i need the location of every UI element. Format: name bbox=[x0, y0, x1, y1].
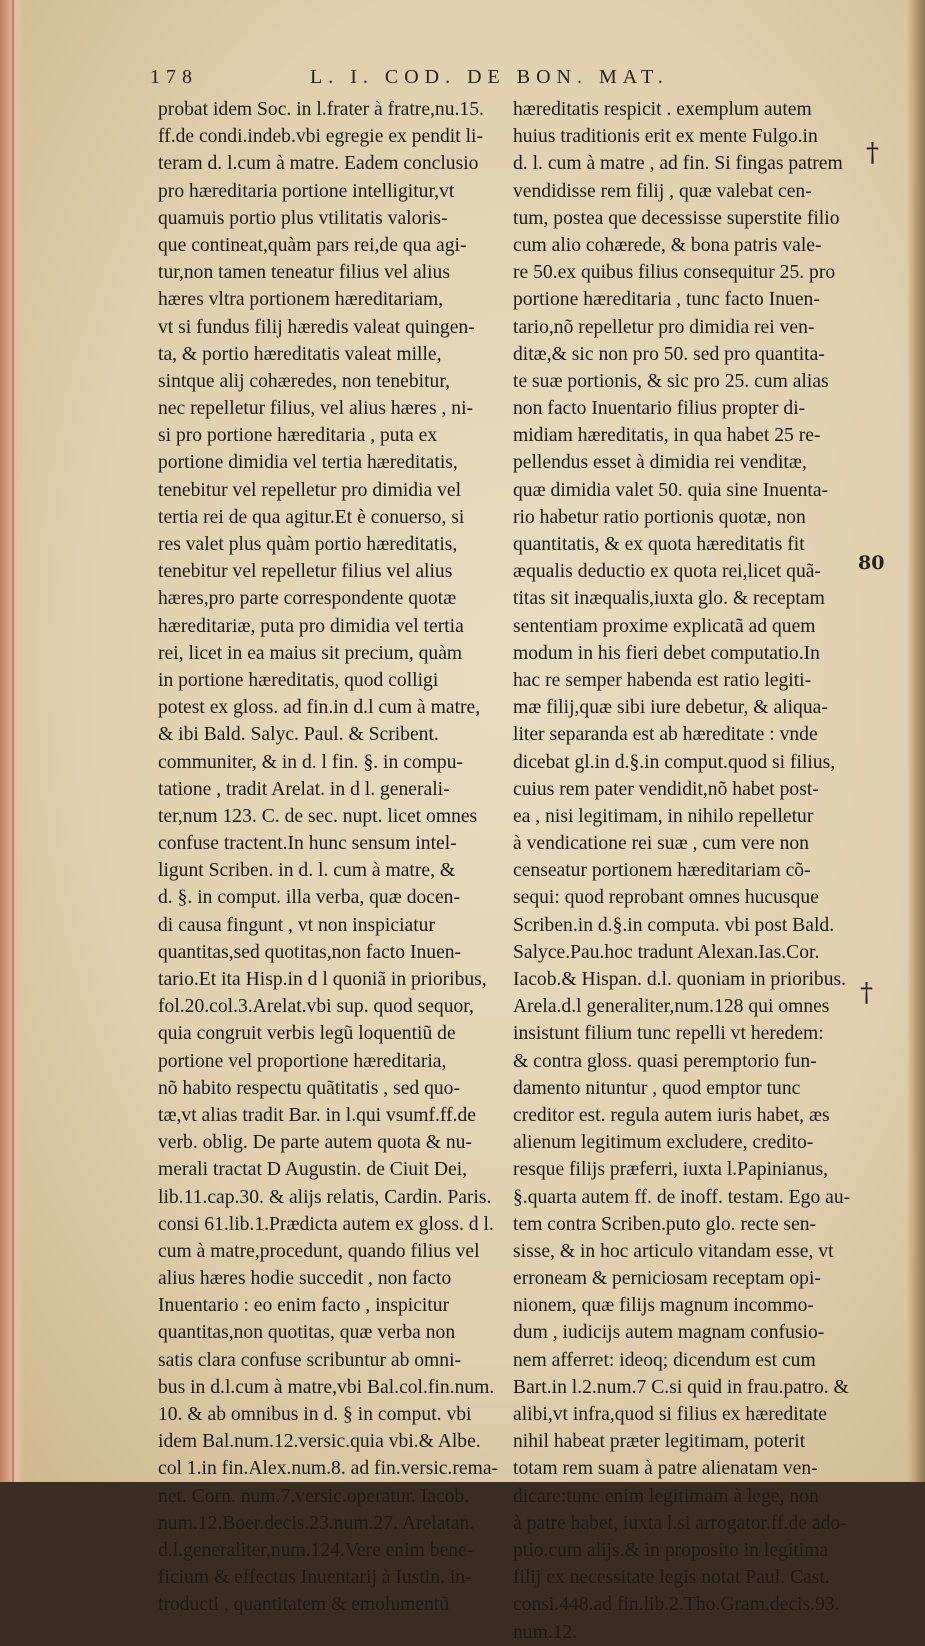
text-line: cum alio cohærede, & bona patris vale- bbox=[513, 234, 822, 256]
text-line: cum à matre,procedunt, quando filius vel bbox=[158, 1240, 480, 1262]
text-line: cuius rem pater vendidit,nõ habet post- bbox=[513, 778, 819, 800]
text-line: in portione hæreditatis, quod colligi bbox=[158, 669, 439, 691]
text-line: tem contra Scriben.puto glo. recte sen- bbox=[513, 1213, 817, 1235]
text-line: ficium & effectus Inuentarij à Iustin. in- bbox=[158, 1567, 472, 1589]
text-line: nihil habeat præter legitimam, poterit bbox=[513, 1431, 806, 1453]
text-line: sententiam proxime explicatã ad quem bbox=[513, 615, 816, 637]
text-line: non facto Inuentario filius propter di- bbox=[513, 398, 806, 420]
text-line: mæ filij,quæ sibi iure debetur, & aliqua- bbox=[513, 697, 828, 719]
text-line: resque filijs præferri, iuxta l.Papinianus, bbox=[513, 1159, 829, 1181]
text-line: à vendicatione rei suæ , cum vere non bbox=[513, 833, 809, 855]
text-line: si pro portione hæreditaria , puta ex bbox=[158, 425, 438, 447]
text-line: consi 61.lib.1.Prædicta autem ex gloss. d l. bbox=[158, 1213, 494, 1235]
text-line: Scriben.in d.§.in computa. vbi post Bald. bbox=[513, 914, 835, 936]
text-line: ter,num 123. C. de sec. nupt. licet omnes bbox=[158, 805, 478, 827]
text-line: Bart.in l.2.num.7 C.si quid in frau.patro. & bbox=[513, 1376, 849, 1398]
text-line: pellendus esset à dimidia rei venditæ, bbox=[513, 452, 807, 474]
margin-section-number: 80 bbox=[858, 552, 885, 574]
text-line: quantitas,sed quotitas,non facto Inuen- bbox=[158, 941, 462, 963]
text-line: tertia rei de qua agitur.Et è conuerso, si bbox=[158, 506, 465, 528]
text-line: sisse, & in hoc articulo vitandam esse, vt bbox=[513, 1240, 834, 1262]
left-text-column bbox=[158, 96, 498, 1619]
text-line: res valet plus quàm portio hæreditatis, bbox=[158, 534, 458, 555]
text-line: quæ dimidia valet 50. quia sine Inuenta- bbox=[513, 479, 829, 501]
text-line: 10. & ab omnibus in d. § in comput. vbi bbox=[158, 1404, 472, 1425]
text-line: tenebitur vel repelletur pro dimidia vel bbox=[158, 479, 462, 501]
text-line: nionem, quæ filijs magnum incommo- bbox=[513, 1295, 814, 1317]
text-line: ditæ,& sic non pro 50. sed pro quantita- bbox=[513, 343, 825, 365]
text-line: merali tractat D Augustin. de Ciuit Dei, bbox=[158, 1159, 468, 1181]
page-left-edge bbox=[0, 0, 24, 1482]
margin-cross-mark: † bbox=[860, 978, 873, 1008]
text-line: huius traditionis erit ex mente Fulgo.in bbox=[513, 126, 818, 148]
text-line: quantitas,non quotitas, quæ verba non bbox=[158, 1322, 456, 1344]
text-line: bus in d.l.cum à matre,vbi Bal.col.fin.num. bbox=[158, 1376, 495, 1398]
text-line: æqualis deductio ex quota rei,licet quã- bbox=[513, 561, 821, 583]
text-line: num.12. bbox=[513, 1621, 578, 1643]
text-line: fol.20.col.3.Arelat.vbi sup. quod sequor, bbox=[158, 996, 474, 1018]
text-line: portione vel proportione hæreditaria, bbox=[158, 1050, 447, 1072]
text-line: col 1.in fin.Alex.num.8. ad fin.versic.rema- bbox=[158, 1458, 499, 1480]
text-line: Iacob.& Hispan. d.l. quoniam in prioribus. bbox=[513, 969, 847, 990]
running-title: L. I. COD. DE BON. MAT. bbox=[310, 66, 669, 88]
running-head bbox=[150, 66, 850, 96]
text-line: consi.448.ad fin.lib.2.Tho.Gram.decis.93. bbox=[513, 1594, 840, 1616]
text-line: confuse tractent.In hunc sensum intel- bbox=[158, 833, 457, 855]
text-line: à patre habet, iuxta l.si arrogator.ff.de ado- bbox=[513, 1512, 847, 1534]
text-line: quia congruit verbis legũ loquentiũ de bbox=[158, 1023, 456, 1045]
text-line: ligunt Scriben. in d. l. cum à matre, & bbox=[158, 860, 456, 882]
text-line: satis clara confuse scribuntur ab omni- bbox=[158, 1349, 462, 1371]
text-line: tenebitur vel repelletur filius vel alius bbox=[158, 561, 453, 583]
text-line: tario.Et ita Hisp.in d l quoniã in prioribus, bbox=[158, 969, 487, 990]
text-line: ea , nisi legitimam, in nihilo repelletur bbox=[513, 805, 814, 827]
text-line: insistunt filium tunc repelli vt heredem: bbox=[513, 1023, 824, 1045]
text-line: totam rem suam à patre alienatam ven- bbox=[513, 1458, 818, 1480]
text-line: di causa fingunt , vt non inspiciatur bbox=[158, 914, 435, 936]
right-text-column bbox=[513, 96, 853, 1646]
text-line: tum, postea que decessisse superstite filio bbox=[513, 207, 840, 229]
text-line: que contineat,quàm pars rei,de qua agi- bbox=[158, 234, 467, 256]
text-line: lib.11.cap.30. & alijs relatis, Cardin. Paris. bbox=[158, 1186, 492, 1208]
text-line: sintque alij cohæredes, non tenebitur, bbox=[158, 370, 450, 392]
text-line: hæres vltra portionem hæreditariam, bbox=[158, 289, 444, 311]
text-line: d. §. in comput. illa verba, quæ docen- bbox=[158, 887, 461, 909]
page-number: 178 bbox=[150, 66, 198, 88]
text-line: midiam hæreditatis, in qua habet 25 re- bbox=[513, 425, 821, 447]
text-line: Inuentario : eo enim facto , inspicitur bbox=[158, 1295, 450, 1317]
page-right-edge bbox=[907, 0, 925, 1482]
text-line: d.l.generaliter,num.124.Vere enim bene- bbox=[158, 1539, 474, 1561]
text-line: teram d. l.cum à matre. Eadem conclusio bbox=[158, 153, 479, 175]
text-line: dum , iudicijs autem magnam confusio- bbox=[513, 1322, 825, 1344]
text-line: tæ,vt alias tradit Bar. in l.qui vsumf.ff.de bbox=[158, 1104, 476, 1126]
text-line: nõ habito respectu quãtitatis , sed quo- bbox=[158, 1077, 461, 1099]
text-line: te suæ portionis, & sic pro 25. cum alias bbox=[513, 370, 829, 392]
text-line: vt si fundus filij hæredis valeat quingen- bbox=[158, 316, 475, 338]
text-line: hac re semper habenda est ratio legiti- bbox=[513, 669, 812, 691]
text-line: liter separanda est ab hæreditate : vnde bbox=[513, 724, 818, 746]
text-line: creditor est. regula autem iuris habet, æs bbox=[513, 1104, 830, 1126]
text-line: dicare:tunc enim legitimam à lege, non bbox=[513, 1485, 819, 1507]
text-line: potest ex gloss. ad fin.in d.l cum à matre, bbox=[158, 697, 481, 719]
text-line: damento nituntur , quod emptor tunc bbox=[513, 1077, 801, 1099]
text-line: ff.de condi.indeb.vbi egregie ex pendit li- bbox=[158, 126, 484, 148]
text-line: verb. oblig. De parte autem quota & nu- bbox=[158, 1132, 472, 1154]
text-line: nec repelletur filius, vel alius hæres , ni- bbox=[158, 398, 474, 420]
text-line: rio habetur ratio portionis quotæ, non bbox=[513, 506, 806, 528]
text-line: hæreditariæ, puta pro dimidia vel tertia bbox=[158, 615, 464, 637]
text-line: & ibi Bald. Salyc. Paul. & Scribent. bbox=[158, 724, 439, 746]
text-line: num.12.Boer.decis.23.num.27. Arelatan. bbox=[158, 1512, 475, 1534]
text-line: portione hæreditaria , tunc facto Inuen- bbox=[513, 289, 820, 311]
text-line: nem afferret: ideoq; dicendum est cum bbox=[513, 1349, 816, 1371]
text-line: Salyce.Pau.hoc tradunt Alexan.Ias.Cor. bbox=[513, 941, 820, 963]
text-line: modum in his fieri debet computatio.In bbox=[513, 642, 820, 664]
text-line: probat idem Soc. in l.frater à fratre,nu.15. bbox=[158, 99, 484, 120]
text-line: tario,nõ repelletur pro dimidia rei ven- bbox=[513, 316, 815, 338]
text-line: erroneam & perniciosam receptam opi- bbox=[513, 1268, 821, 1290]
text-line: tur,non tamen teneatur filius vel alius bbox=[158, 262, 450, 284]
text-line: d. l. cum à matre , ad fin. Si fingas patrem bbox=[513, 153, 843, 175]
text-line: vendidisse rem filij , quæ valebat cen- bbox=[513, 180, 812, 202]
text-line: dicebat gl.in d.§.in comput.quod si filius, bbox=[513, 751, 836, 773]
text-line: re 50.ex quibus filius consequitur 25. pro bbox=[513, 262, 836, 284]
text-line: alienum legitimum excludere, credito- bbox=[513, 1132, 814, 1154]
text-line: quantitatis, & ex quota hæreditatis fit bbox=[513, 534, 805, 555]
text-line: idem Bal.num.12.versic.quia vbi.& Albe. bbox=[158, 1431, 481, 1453]
text-line: Arela.d.l generaliter,num.128 qui omnes bbox=[513, 996, 830, 1018]
text-line: sequi: quod reprobant omnes hucusque bbox=[513, 887, 819, 909]
text-line: tatione , tradit Arelat. in d l. generali- bbox=[158, 778, 450, 800]
text-line: quamuis portio plus vtilitatis valoris- bbox=[158, 207, 448, 229]
text-line: communiter, & in d. l fin. §. in compu- bbox=[158, 751, 464, 773]
text-line: alibi,vt infra,quod si filius ex hæreditate bbox=[513, 1404, 827, 1425]
text-line: hæreditatis respicit . exemplum autem bbox=[513, 99, 812, 120]
text-line: censeatur portionem hæreditariam cõ- bbox=[513, 860, 811, 882]
margin-cross-mark: † bbox=[866, 138, 879, 168]
text-line: portione dimidia vel tertia hæreditatis, bbox=[158, 452, 458, 474]
text-line: & contra gloss. quasi peremptorio fun- bbox=[513, 1050, 817, 1072]
text-line: pro hæreditaria portione intelligitur,vt bbox=[158, 180, 455, 202]
text-line: alius hæres hodie succedit , non facto bbox=[158, 1268, 452, 1290]
text-line: hæres,pro parte correspondente quotæ bbox=[158, 588, 457, 610]
text-line: ptio.cum alijs.& in proposito in legitima bbox=[513, 1539, 829, 1561]
text-line: §.quarta autem ff. de inoff. testam. Ego au- bbox=[513, 1186, 851, 1208]
text-line: net. Corn. num.7.versic.operatur. Iacob. bbox=[158, 1485, 470, 1507]
text-line: titas sit inæqualis,iuxta glo. & receptam bbox=[513, 588, 825, 610]
text-line: troducti , quantitatem & emolumentũ bbox=[158, 1594, 450, 1616]
text-line: rei, licet in ea maius sit precium, quàm bbox=[158, 642, 463, 664]
text-line: ta, & portio hæreditatis valeat mille, bbox=[158, 343, 442, 365]
text-line: filij ex necessitate legis notat Paul. Cast. bbox=[513, 1567, 830, 1589]
